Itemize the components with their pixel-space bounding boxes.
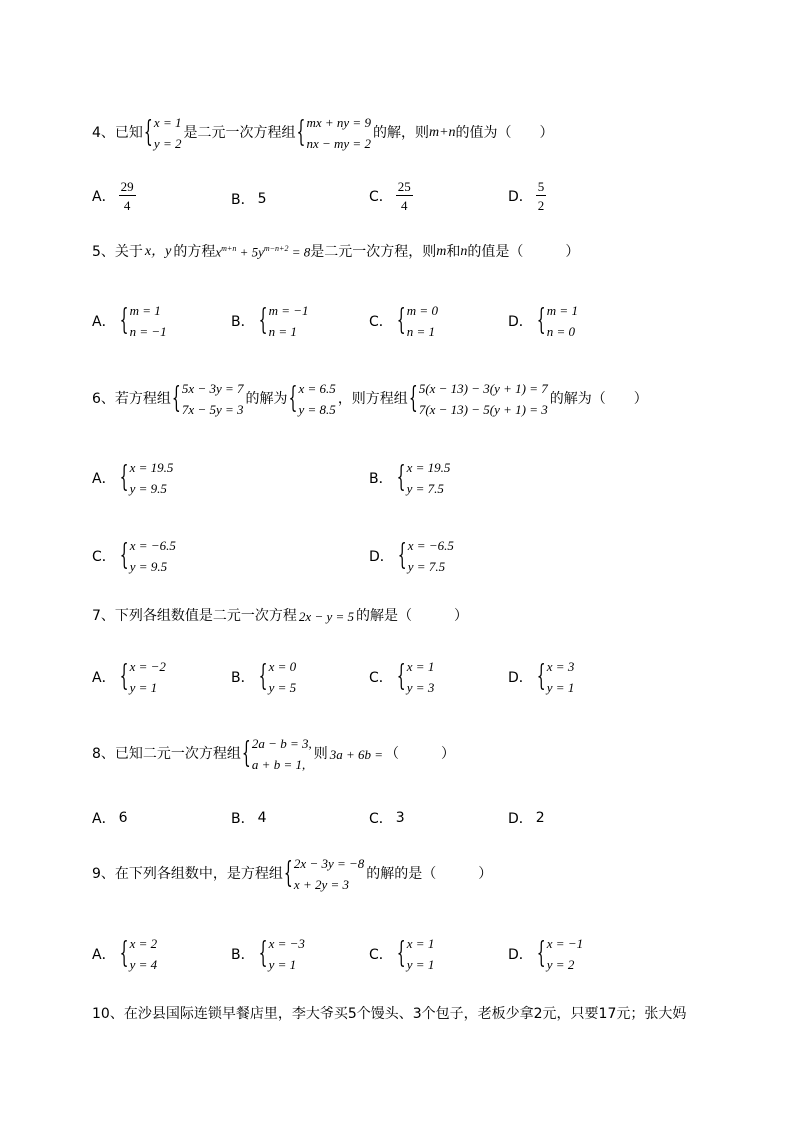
- q4-system-2-row: { mx + ny = 9: [306, 115, 371, 130]
- system-row: { x = 1: [406, 659, 435, 674]
- option-label: C．: [369, 947, 393, 963]
- q9-option-c[interactable]: [369, 933, 436, 975]
- system-row: y = 1: [406, 957, 435, 972]
- option-value: 3: [395, 810, 405, 826]
- q8-option-d[interactable]: [508, 808, 545, 828]
- q5-eq-part2: + 5y: [236, 244, 264, 260]
- option-label: A．: [92, 189, 116, 205]
- option-value: 5: [257, 191, 267, 207]
- q4-text-1: 已知: [114, 125, 143, 141]
- q6-system-1: [173, 378, 244, 420]
- q4-text-3: 的解，则: [372, 125, 429, 141]
- q6-system-2: [290, 378, 336, 420]
- option-system: [121, 457, 174, 499]
- q5-eq-exp2: m−n+2: [263, 244, 289, 254]
- q10-text: 10、在沙县国际连锁早餐店里，李大爷买5个馒头、3个包子，老板少拿2元，只要17元；张大妈: [92, 1006, 687, 1022]
- option-system: [538, 933, 583, 975]
- system-row: n = 1: [268, 324, 297, 339]
- option-system: [538, 656, 575, 698]
- system-row: { m = −1: [268, 303, 309, 318]
- q5-variables: x，y: [144, 244, 172, 259]
- q9-option-a[interactable]: [92, 933, 159, 975]
- question-4: [92, 112, 554, 154]
- option-system: [398, 300, 438, 342]
- system-row: y = 1: [546, 680, 575, 695]
- q4-option-b[interactable]: [231, 189, 267, 209]
- question-5: [92, 245, 579, 259]
- q9-option-b[interactable]: [231, 933, 307, 975]
- system-row: { 2x − 3y = −8: [293, 856, 365, 871]
- q8-number: 8、: [92, 746, 115, 762]
- q8-expression: 3a + 6b =: [329, 746, 384, 762]
- system-row: y = 1: [129, 680, 158, 695]
- system-row: y = 3: [406, 680, 435, 695]
- q6-option-b[interactable]: [369, 457, 452, 499]
- option-system: [398, 457, 451, 499]
- option-system: [538, 300, 578, 342]
- q6-text-1: 若方程组: [114, 391, 171, 407]
- system-row: n = −1: [129, 324, 167, 339]
- option-label: C．: [369, 670, 393, 686]
- system-row: { 2a − b = 3,: [251, 736, 312, 751]
- q5-option-b[interactable]: [231, 300, 311, 342]
- q6-text-3: ，则方程组: [337, 391, 408, 407]
- system-row: y = 4: [129, 957, 158, 972]
- q5-text-1: 关于: [114, 244, 143, 260]
- q4-expression: m+n: [428, 125, 456, 140]
- q5-number: 5、: [92, 244, 115, 260]
- q9-number: 9、: [92, 866, 115, 882]
- q6-text-2: 的解为: [245, 391, 288, 407]
- q4-option-a[interactable]: [92, 180, 136, 212]
- q7-option-a[interactable]: [92, 656, 168, 698]
- option-label: B．: [231, 811, 255, 827]
- q4-system-1: [145, 112, 182, 154]
- system-row: y = 7.5: [406, 481, 444, 496]
- option-value: 6: [118, 810, 128, 826]
- option-label: C．: [369, 189, 393, 205]
- option-label: A．: [92, 947, 116, 963]
- q8-system-1: [243, 733, 312, 775]
- option-system: [398, 933, 435, 975]
- option-label: B．: [231, 314, 255, 330]
- option-system: [260, 300, 309, 342]
- system-row: y = 2: [546, 957, 575, 972]
- q7-option-b[interactable]: [231, 656, 298, 698]
- system-row: { x = 0: [268, 659, 297, 674]
- option-label: B．: [231, 670, 255, 686]
- system-row: 7(x − 13) − 5(y + 1) = 3: [418, 402, 548, 417]
- q6-text-4: 的解为（ ）: [549, 391, 648, 407]
- q8-option-c[interactable]: [369, 808, 405, 828]
- question-10: [92, 1007, 686, 1021]
- system-row: { x = 19.5: [406, 460, 451, 475]
- q5-text-2: 的方程: [173, 244, 216, 260]
- q6-option-c[interactable]: [92, 535, 178, 577]
- system-row: { x = −6.5: [407, 538, 454, 553]
- system-row: y = 9.5: [129, 559, 168, 574]
- system-row: n = 0: [546, 324, 576, 339]
- option-value: 2: [535, 810, 545, 826]
- option-label: D．: [508, 947, 533, 963]
- q4-number: 4、: [92, 125, 115, 141]
- q6-option-d[interactable]: [369, 535, 456, 577]
- question-6: [92, 378, 648, 420]
- option-label: A．: [92, 670, 116, 686]
- q7-option-d[interactable]: [508, 656, 576, 698]
- q6-system-3: [410, 378, 548, 420]
- system-row: y = 5: [268, 680, 297, 695]
- q5-var-n: n: [460, 244, 468, 259]
- q4-option-d[interactable]: [508, 180, 546, 212]
- system-row: { x = 2: [129, 936, 158, 951]
- q9-system-1: [285, 853, 364, 895]
- q5-equation: [215, 245, 310, 258]
- system-row: { x = −1: [546, 936, 584, 951]
- option-system: [260, 656, 297, 698]
- option-label: B．: [231, 947, 255, 963]
- system-row: a + b = 1,: [251, 757, 306, 772]
- fraction: [119, 180, 136, 212]
- q7-option-c[interactable]: [369, 656, 436, 698]
- q4-system-1-row: y = 2: [153, 136, 182, 151]
- fraction: [396, 180, 413, 212]
- system-row: x + 2y = 3: [293, 877, 350, 892]
- question-8: [92, 733, 455, 775]
- option-system: [121, 656, 166, 698]
- option-system: [121, 535, 176, 577]
- q4-system-1-row: { x = 1: [153, 115, 182, 130]
- q4-option-c[interactable]: [369, 180, 413, 212]
- system-row: { x = 19.5: [129, 460, 174, 475]
- system-row: { x = −2: [129, 659, 166, 674]
- denominator: 2: [537, 198, 545, 213]
- system-row: { x = −6.5: [129, 538, 176, 553]
- q8-option-a[interactable]: [92, 808, 128, 828]
- q4-system-2-row: nx − my = 2: [306, 136, 371, 151]
- q9-text-1: 在下列各组数中，是方程组: [114, 866, 283, 882]
- system-row: 7x − 5y = 3: [181, 402, 244, 417]
- option-system: [121, 300, 167, 342]
- q8-text-3: （ ）: [385, 746, 456, 762]
- q4-text-2: 是二元一次方程组: [183, 125, 296, 141]
- q5-eq-base: x: [215, 244, 222, 260]
- system-row: { m = 0: [406, 303, 438, 318]
- numerator: 29: [120, 179, 134, 194]
- option-label: D．: [508, 811, 533, 827]
- option-label: C．: [92, 549, 116, 565]
- option-label: D．: [369, 549, 394, 565]
- option-label: B．: [231, 192, 255, 208]
- q9-text-2: 的解的是（ ）: [366, 866, 493, 882]
- system-row: { x = −3: [268, 936, 305, 951]
- option-label: C．: [369, 314, 393, 330]
- option-value: 4: [257, 810, 267, 826]
- option-system: [260, 933, 305, 975]
- q5-eq-exp1: m+n: [221, 244, 237, 254]
- system-row: { x = 3: [546, 659, 575, 674]
- option-label: D．: [508, 189, 533, 205]
- system-row: { m = 1: [129, 303, 161, 318]
- option-label: C．: [369, 811, 393, 827]
- option-label: A．: [92, 314, 116, 330]
- q7-number: 7、: [92, 608, 115, 624]
- q7-equation: 2x − y = 5: [298, 608, 355, 624]
- q5-var-m: m: [436, 244, 447, 259]
- option-system: [398, 656, 435, 698]
- option-label: A．: [92, 811, 116, 827]
- q8-option-b[interactable]: [231, 808, 267, 828]
- q5-text-4: 和: [446, 244, 461, 260]
- option-label: A．: [92, 471, 116, 487]
- system-row: { 5x − 3y = 7: [181, 381, 244, 396]
- q8-text-1: 已知二元一次方程组: [114, 746, 241, 762]
- q5-eq-part3: = 8: [288, 244, 311, 260]
- q6-number: 6、: [92, 391, 115, 407]
- q7-text-2: 的解是（ ）: [356, 608, 469, 624]
- q5-text-3: 是二元一次方程，则: [310, 244, 437, 260]
- system-row: n = 1: [406, 324, 436, 339]
- q6-option-a[interactable]: [92, 457, 175, 499]
- q5-option-c[interactable]: [369, 300, 440, 342]
- option-system: [121, 933, 158, 975]
- q9-option-d[interactable]: [508, 933, 585, 975]
- q8-text-2: 则: [313, 746, 328, 762]
- q4-system-2: [297, 112, 370, 154]
- system-row: { m = 1: [546, 303, 578, 318]
- q5-option-a[interactable]: [92, 300, 169, 342]
- denominator: 4: [123, 198, 131, 213]
- system-row: y = 9.5: [129, 481, 167, 496]
- system-row: { 5(x − 13) − 3(y + 1) = 7: [418, 381, 548, 396]
- system-row: y = 7.5: [407, 559, 446, 574]
- denominator: 4: [401, 198, 408, 213]
- q5-text-5: 的值是（ ）: [467, 244, 580, 260]
- numerator: 25: [397, 179, 411, 194]
- q5-option-d[interactable]: [508, 300, 580, 342]
- option-label: D．: [508, 314, 533, 330]
- system-row: y = 1: [268, 957, 297, 972]
- q4-text-4: 的值为（ ）: [455, 125, 554, 141]
- numerator: 5: [537, 179, 545, 194]
- question-9: [92, 853, 492, 895]
- option-label: B．: [369, 471, 393, 487]
- system-row: { x = 1: [406, 936, 435, 951]
- question-7: [92, 609, 468, 623]
- q7-text-1: 下列各组数值是二元一次方程: [114, 608, 297, 624]
- fraction: [536, 180, 547, 212]
- option-system: [399, 535, 454, 577]
- system-row: { x = 6.5: [298, 381, 336, 396]
- system-row: y = 8.5: [298, 402, 336, 417]
- option-label: D．: [508, 670, 533, 686]
